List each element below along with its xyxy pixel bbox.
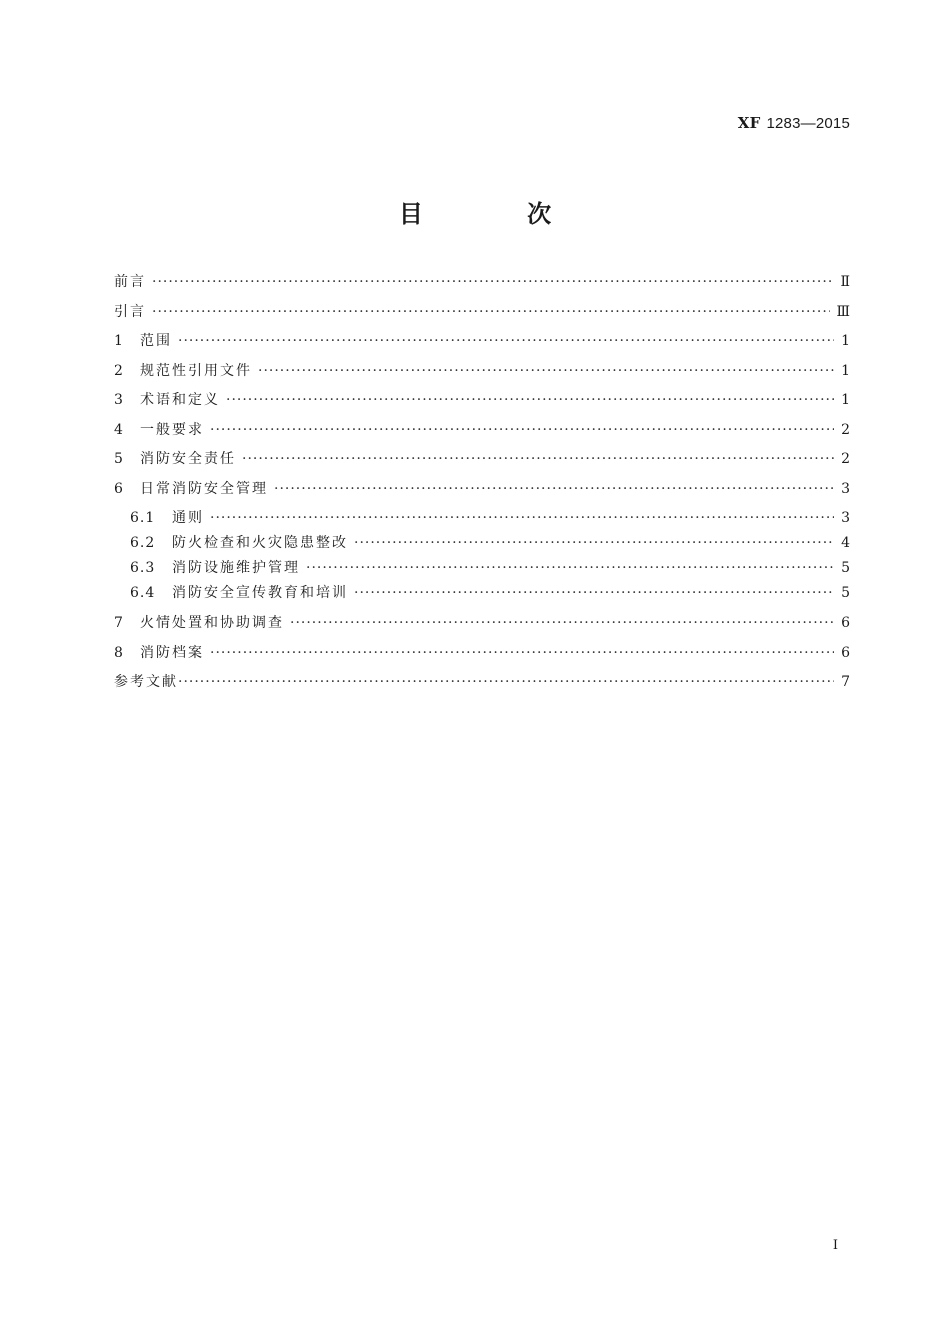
toc-entry-label: 范围 bbox=[140, 333, 172, 349]
toc-entry-4[interactable] bbox=[114, 420, 850, 440]
toc-entry-number: 6.2 bbox=[130, 535, 156, 551]
toc-entry-foreword[interactable] bbox=[114, 272, 850, 292]
standard-prefix: XF bbox=[737, 114, 761, 132]
toc-entry-label: 引言 bbox=[114, 304, 146, 320]
toc-entry-number: 6.1 bbox=[130, 510, 156, 526]
toc-entry-number: 6 bbox=[114, 481, 123, 497]
toc-entry-page: 4 bbox=[841, 535, 850, 551]
toc-entry-label: 日常消防安全管理 bbox=[140, 481, 268, 497]
leader-dots bbox=[242, 449, 834, 469]
leader-dots bbox=[274, 479, 834, 499]
toc-entry-label: 防火检查和火灾隐患整改 bbox=[172, 535, 348, 551]
toc-entry-label: 一般要求 bbox=[140, 422, 204, 438]
toc-entry-6[interactable] bbox=[114, 479, 850, 499]
toc-entry-5[interactable] bbox=[114, 449, 850, 469]
toc-entry-label: 消防安全宣传教育和培训 bbox=[172, 585, 348, 601]
toc-entry-number: 1 bbox=[114, 333, 123, 349]
toc-entry-page: 1 bbox=[841, 392, 850, 408]
toc-entry-page: 6 bbox=[841, 645, 850, 661]
toc-entry-page: 3 bbox=[841, 481, 850, 497]
leader-dots bbox=[258, 361, 834, 381]
leader-dots bbox=[178, 331, 834, 351]
toc-entry-3[interactable] bbox=[114, 390, 850, 410]
toc-entry-label: 火情处置和协助调查 bbox=[140, 615, 284, 631]
leader-dots bbox=[210, 420, 834, 440]
leader-dots bbox=[306, 558, 834, 578]
toc-entry-page: 5 bbox=[841, 560, 850, 576]
leader-dots bbox=[210, 643, 834, 663]
leader-dots bbox=[152, 302, 830, 322]
toc-entry-number: 3 bbox=[114, 392, 123, 408]
toc-entry-number: 7 bbox=[114, 615, 123, 631]
toc-entry-number: 8 bbox=[114, 645, 123, 661]
toc-entry-label: 前言 bbox=[114, 274, 146, 290]
toc-entry-introduction[interactable] bbox=[114, 302, 850, 322]
toc-entry-label: 消防设施维护管理 bbox=[172, 560, 300, 576]
toc-entry-7[interactable] bbox=[114, 613, 850, 633]
page-title: 目 次 bbox=[398, 200, 600, 228]
standard-code bbox=[738, 114, 850, 132]
toc-entry-page: 2 bbox=[841, 451, 850, 467]
page-number: I bbox=[832, 1238, 838, 1253]
toc-entry-label: 参考文献 bbox=[114, 674, 178, 690]
leader-dots bbox=[210, 508, 834, 528]
toc-entry-page: Ⅲ bbox=[836, 304, 850, 320]
toc-entry-page: 2 bbox=[841, 422, 850, 438]
toc-entry-6-2[interactable] bbox=[130, 533, 850, 553]
toc-entry-label: 通则 bbox=[172, 510, 204, 526]
leader-dots bbox=[226, 390, 834, 410]
toc-entry-label: 术语和定义 bbox=[140, 392, 220, 408]
toc-entry-8[interactable] bbox=[114, 643, 850, 663]
toc-entry-number: 5 bbox=[114, 451, 123, 467]
toc-entry-page: 3 bbox=[841, 510, 850, 526]
toc-entry-number: 4 bbox=[114, 422, 123, 438]
leader-dots bbox=[354, 533, 834, 553]
toc-entry-2[interactable] bbox=[114, 361, 850, 381]
toc-entry-label: 规范性引用文件 bbox=[140, 363, 252, 379]
toc-entry-page: 5 bbox=[841, 585, 850, 601]
toc-entry-page: Ⅱ bbox=[840, 274, 850, 290]
toc-entry-page: 7 bbox=[841, 674, 850, 690]
toc-entry-6-4[interactable] bbox=[130, 583, 850, 603]
toc-entry-page: 6 bbox=[841, 615, 850, 631]
leader-dots bbox=[290, 613, 834, 633]
leader-dots bbox=[354, 583, 834, 603]
toc-entry-1[interactable] bbox=[114, 331, 850, 351]
toc-entry-6-1[interactable] bbox=[130, 508, 850, 528]
leader-dots bbox=[178, 672, 834, 692]
toc-entry-label: 消防档案 bbox=[140, 645, 204, 661]
toc-entry-6-3[interactable] bbox=[130, 558, 850, 578]
toc-entry-number: 6.4 bbox=[130, 585, 156, 601]
toc-entry-page: 1 bbox=[841, 363, 850, 379]
toc-entry-bibliography[interactable] bbox=[114, 672, 850, 692]
toc-entry-number: 6.3 bbox=[130, 560, 156, 576]
standard-number: 1283—2015 bbox=[766, 115, 850, 132]
leader-dots bbox=[152, 272, 834, 292]
toc-entry-number: 2 bbox=[114, 363, 123, 379]
toc-entry-label: 消防安全责任 bbox=[140, 451, 236, 467]
toc-entry-page: 1 bbox=[841, 333, 850, 349]
